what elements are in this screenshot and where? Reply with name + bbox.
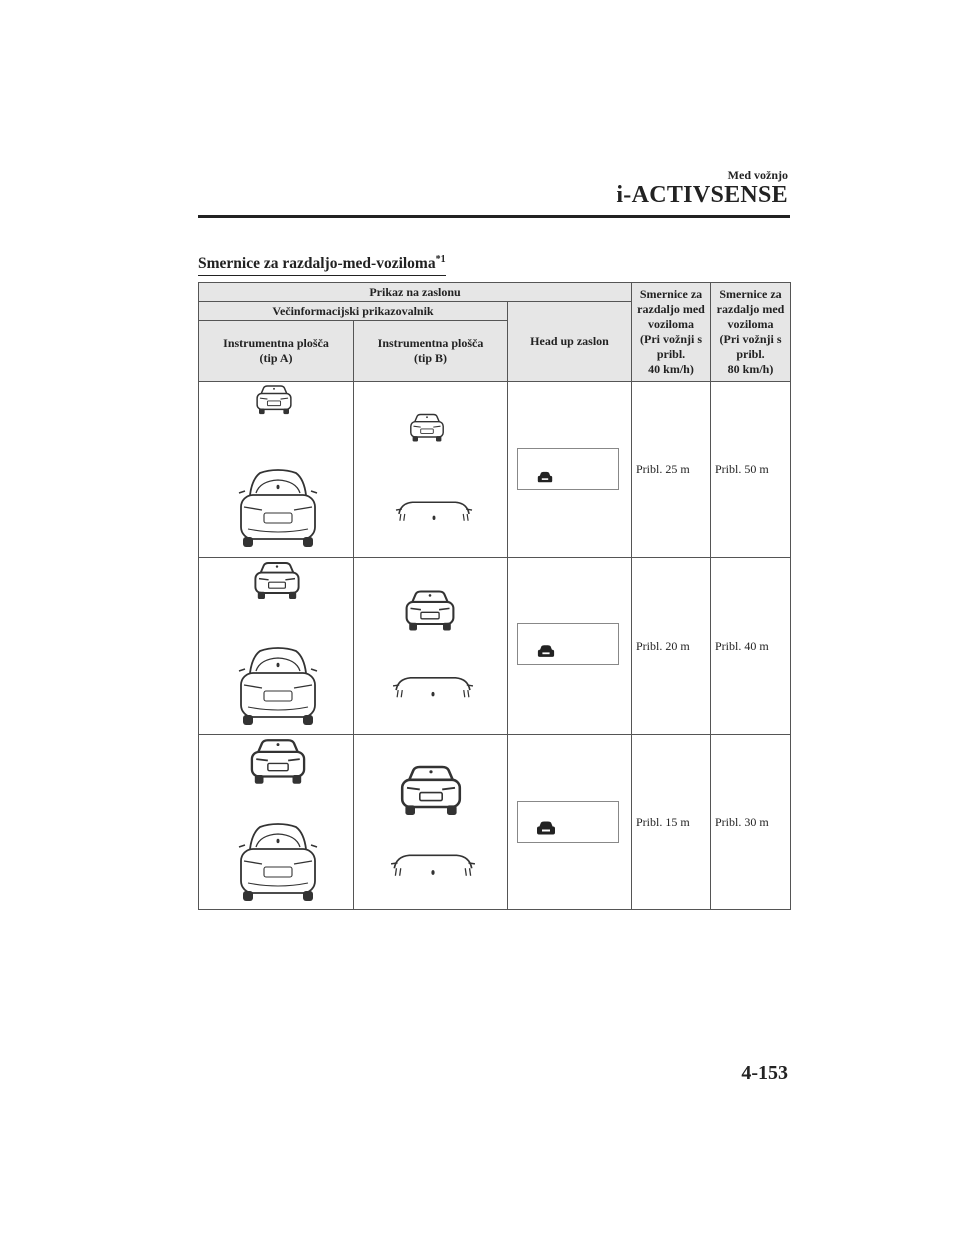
- distance-40: Pribl. 20 m: [632, 558, 711, 735]
- header-80kmh: Smernice za razdaljo med voziloma (Pri vožnji s pribl. 80 km/h): [711, 283, 791, 382]
- distance-40: Pribl. 15 m: [632, 735, 711, 910]
- own-car-icon: [238, 823, 318, 903]
- hud-image: [508, 382, 632, 558]
- hud-car-icon: [537, 471, 553, 484]
- section-title: [198, 254, 446, 276]
- own-car-icon: [238, 646, 318, 728]
- distance-80: Pribl. 40 m: [711, 558, 791, 735]
- hud-car-icon: [537, 644, 555, 659]
- table-row: [199, 558, 791, 735]
- hud-image: [508, 558, 632, 735]
- cluster-b-image: [354, 382, 508, 558]
- hud-image: [508, 735, 632, 910]
- own-car-icon: [238, 468, 318, 550]
- own-hood-icon: [392, 675, 474, 699]
- section-heading: i-ACTIVSENSE: [616, 182, 788, 208]
- chapter-label: Med vožnjo: [727, 168, 788, 182]
- hud-display: [517, 448, 619, 490]
- header-rule: [198, 215, 790, 218]
- page-number: 4-153: [741, 1062, 788, 1084]
- lead-car-icon: [399, 765, 463, 817]
- distance-guide-table: [198, 282, 791, 910]
- cluster-a-image: [199, 382, 354, 558]
- cluster-a-header: Instrumentna plošča (tip A): [199, 321, 354, 382]
- section-title-text: Smernice za razdaljo-med-voziloma: [198, 255, 436, 273]
- cluster-b-image: [354, 735, 508, 910]
- cluster-b-image: [354, 558, 508, 735]
- footnote-marker: *1: [435, 254, 446, 265]
- distance-80: Pribl. 50 m: [711, 382, 791, 558]
- distance-40: Pribl. 25 m: [632, 382, 711, 558]
- hud-display: [517, 623, 619, 665]
- cluster-a-image: [199, 558, 354, 735]
- hud-car-icon: [536, 820, 556, 837]
- lead-car-icon: [255, 385, 293, 415]
- table-row: [199, 382, 791, 558]
- hud-display: [517, 801, 619, 843]
- table-row: [199, 735, 791, 910]
- hud-header: Head up zaslon: [508, 302, 632, 382]
- distance-80: Pribl. 30 m: [711, 735, 791, 910]
- own-hood-icon: [390, 853, 476, 877]
- lead-car-icon: [404, 590, 456, 632]
- cluster-b-header: Instrumentna plošča (tip B): [354, 321, 508, 382]
- lead-car-icon: [253, 561, 301, 601]
- own-hood-icon: [395, 499, 473, 523]
- display-group-header: Prikaz na zaslonu: [199, 283, 632, 302]
- lead-car-icon: [249, 738, 307, 786]
- lead-car-icon: [409, 413, 445, 443]
- multi-display-header: Večinformacijski prikazovalnik: [199, 302, 508, 321]
- cluster-a-image: [199, 735, 354, 910]
- header-40kmh: Smernice za razdaljo med voziloma (Pri vožnji s pribl. 40 km/h): [632, 283, 711, 382]
